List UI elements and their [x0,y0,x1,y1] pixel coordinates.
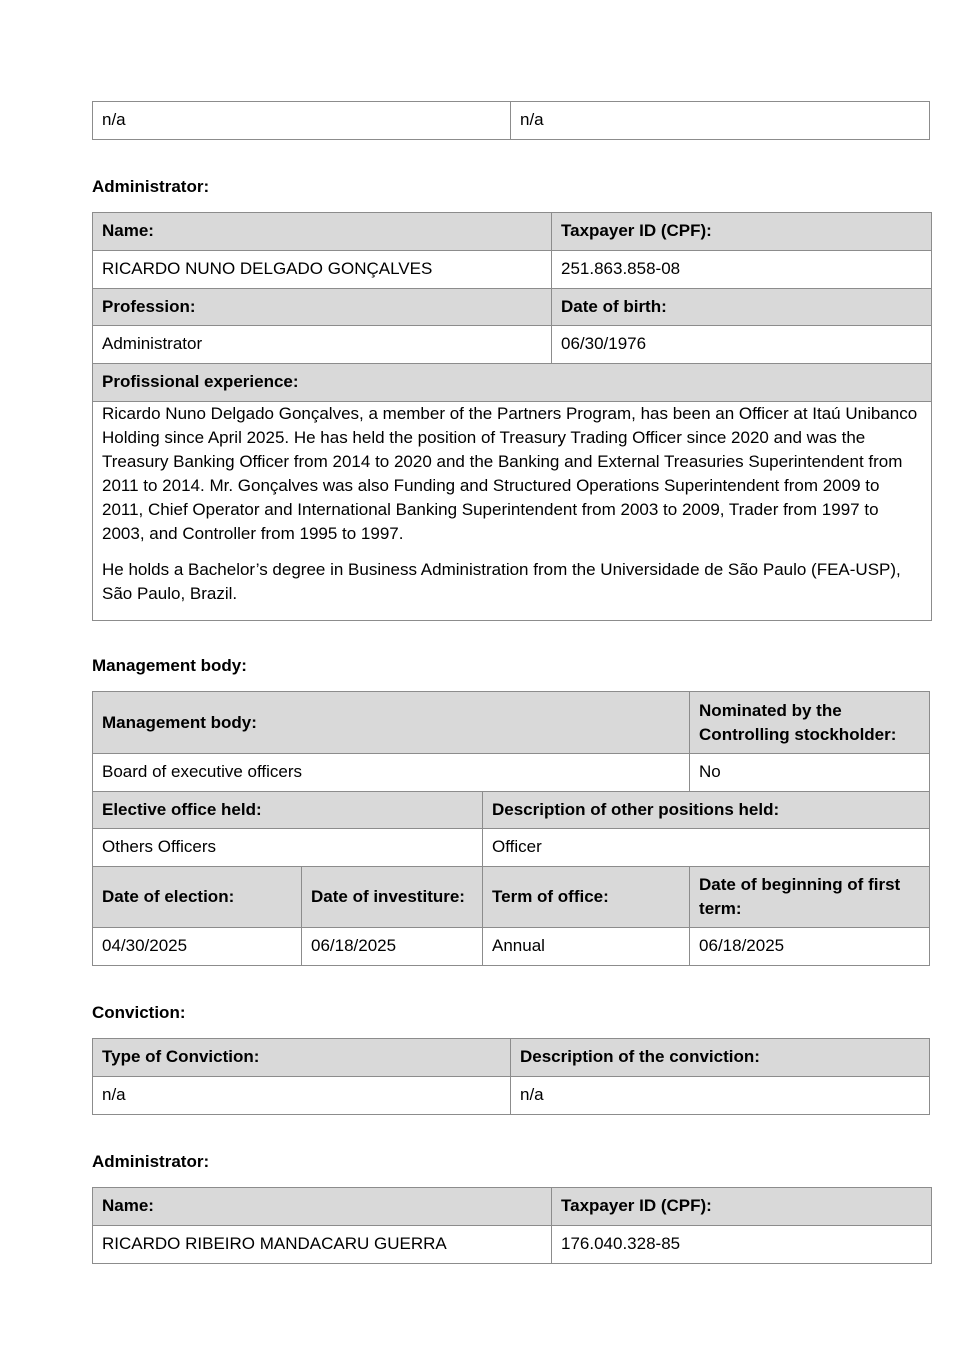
administrator-name: RICARDO NUNO DELGADO GONÇALVES [93,251,552,289]
conviction-description-value: n/a [511,1077,930,1115]
elective-office-value: Others Officers [93,829,483,867]
administrator-2-name: RICARDO RIBEIRO MANDACARU GUERRA [93,1226,552,1264]
top-na-cell-1: n/a [93,102,511,140]
administrator-dob: 06/30/1976 [552,326,932,364]
conviction-type-value: n/a [93,1077,511,1115]
nominated-label: Nominated by the Controlling stockholder: [690,692,930,754]
administrator-2-table [92,1187,932,1264]
investiture-date-value: 06/18/2025 [302,928,483,966]
first-term-value: 06/18/2025 [690,928,930,966]
other-positions-label: Description of other positions held: [483,792,930,829]
term-label: Term of office: [483,867,690,928]
profession-label: Profession: [93,289,552,326]
administrator-2-cpf: 176.040.328-85 [552,1226,932,1264]
management-section-title: Management body: [92,656,247,675]
administrator-profession: Administrator [93,326,552,364]
first-term-label: Date of beginning of first term: [690,867,930,928]
term-value: Annual [483,928,690,966]
cpf-label-2: Taxpayer ID (CPF): [552,1188,932,1226]
nominated-value: No [690,754,930,792]
name-label-2: Name: [93,1188,552,1226]
conviction-section-title: Conviction: [92,1003,186,1022]
management-body-value: Board of executive officers [93,754,690,792]
administrator-2-section-title: Administrator: [92,1152,210,1171]
cpf-label: Taxpayer ID (CPF): [552,213,932,251]
election-date-label: Date of election: [93,867,302,928]
dob-label: Date of birth: [552,289,932,326]
management-body-label: Management body: [93,692,690,754]
administrator-section-title: Administrator: [92,177,210,196]
experience-cell [93,402,932,621]
name-label: Name: [93,213,552,251]
election-date-value: 04/30/2025 [93,928,302,966]
experience-paragraph-2: He holds a Bachelor’s degree in Business Administration from the Universidade de São Paulo (FEA-USP), São Paulo, Brazil. [102,560,901,603]
experience-label: Profissional experience: [93,364,932,402]
administrator-cpf: 251.863.858-08 [552,251,932,289]
other-positions-value: Officer [483,829,930,867]
management-table [92,691,930,966]
experience-paragraph-1: Ricardo Nuno Delgado Gonçalves, a member of the Partners Program, has been an Officer at Itaú Unibanco Holding since April 2025. He has held the position of Treasury Trading Officer since 2020 and was the Treasury Banking Officer from 2014 to 2020 and the Banking and External Treasuries Superintendent from 2011 to 2014. Mr. Gonçalves was also Funding and Structured Operations Superintendent from 2009 to 2011, Chief Operator and International Banking Superintendent from 2003 to 2009, Trader from 1997 to 2003, and Controller from 1995 to 1997. [102,404,918,543]
top-na-table [92,101,930,140]
investiture-date-label: Date of investiture: [302,867,483,928]
conviction-type-label: Type of Conviction: [93,1039,511,1077]
administrator-table [92,212,932,621]
top-na-cell-2: n/a [511,102,930,140]
conviction-table [92,1038,930,1115]
elective-office-label: Elective office held: [93,792,483,829]
conviction-description-label: Description of the conviction: [511,1039,930,1077]
